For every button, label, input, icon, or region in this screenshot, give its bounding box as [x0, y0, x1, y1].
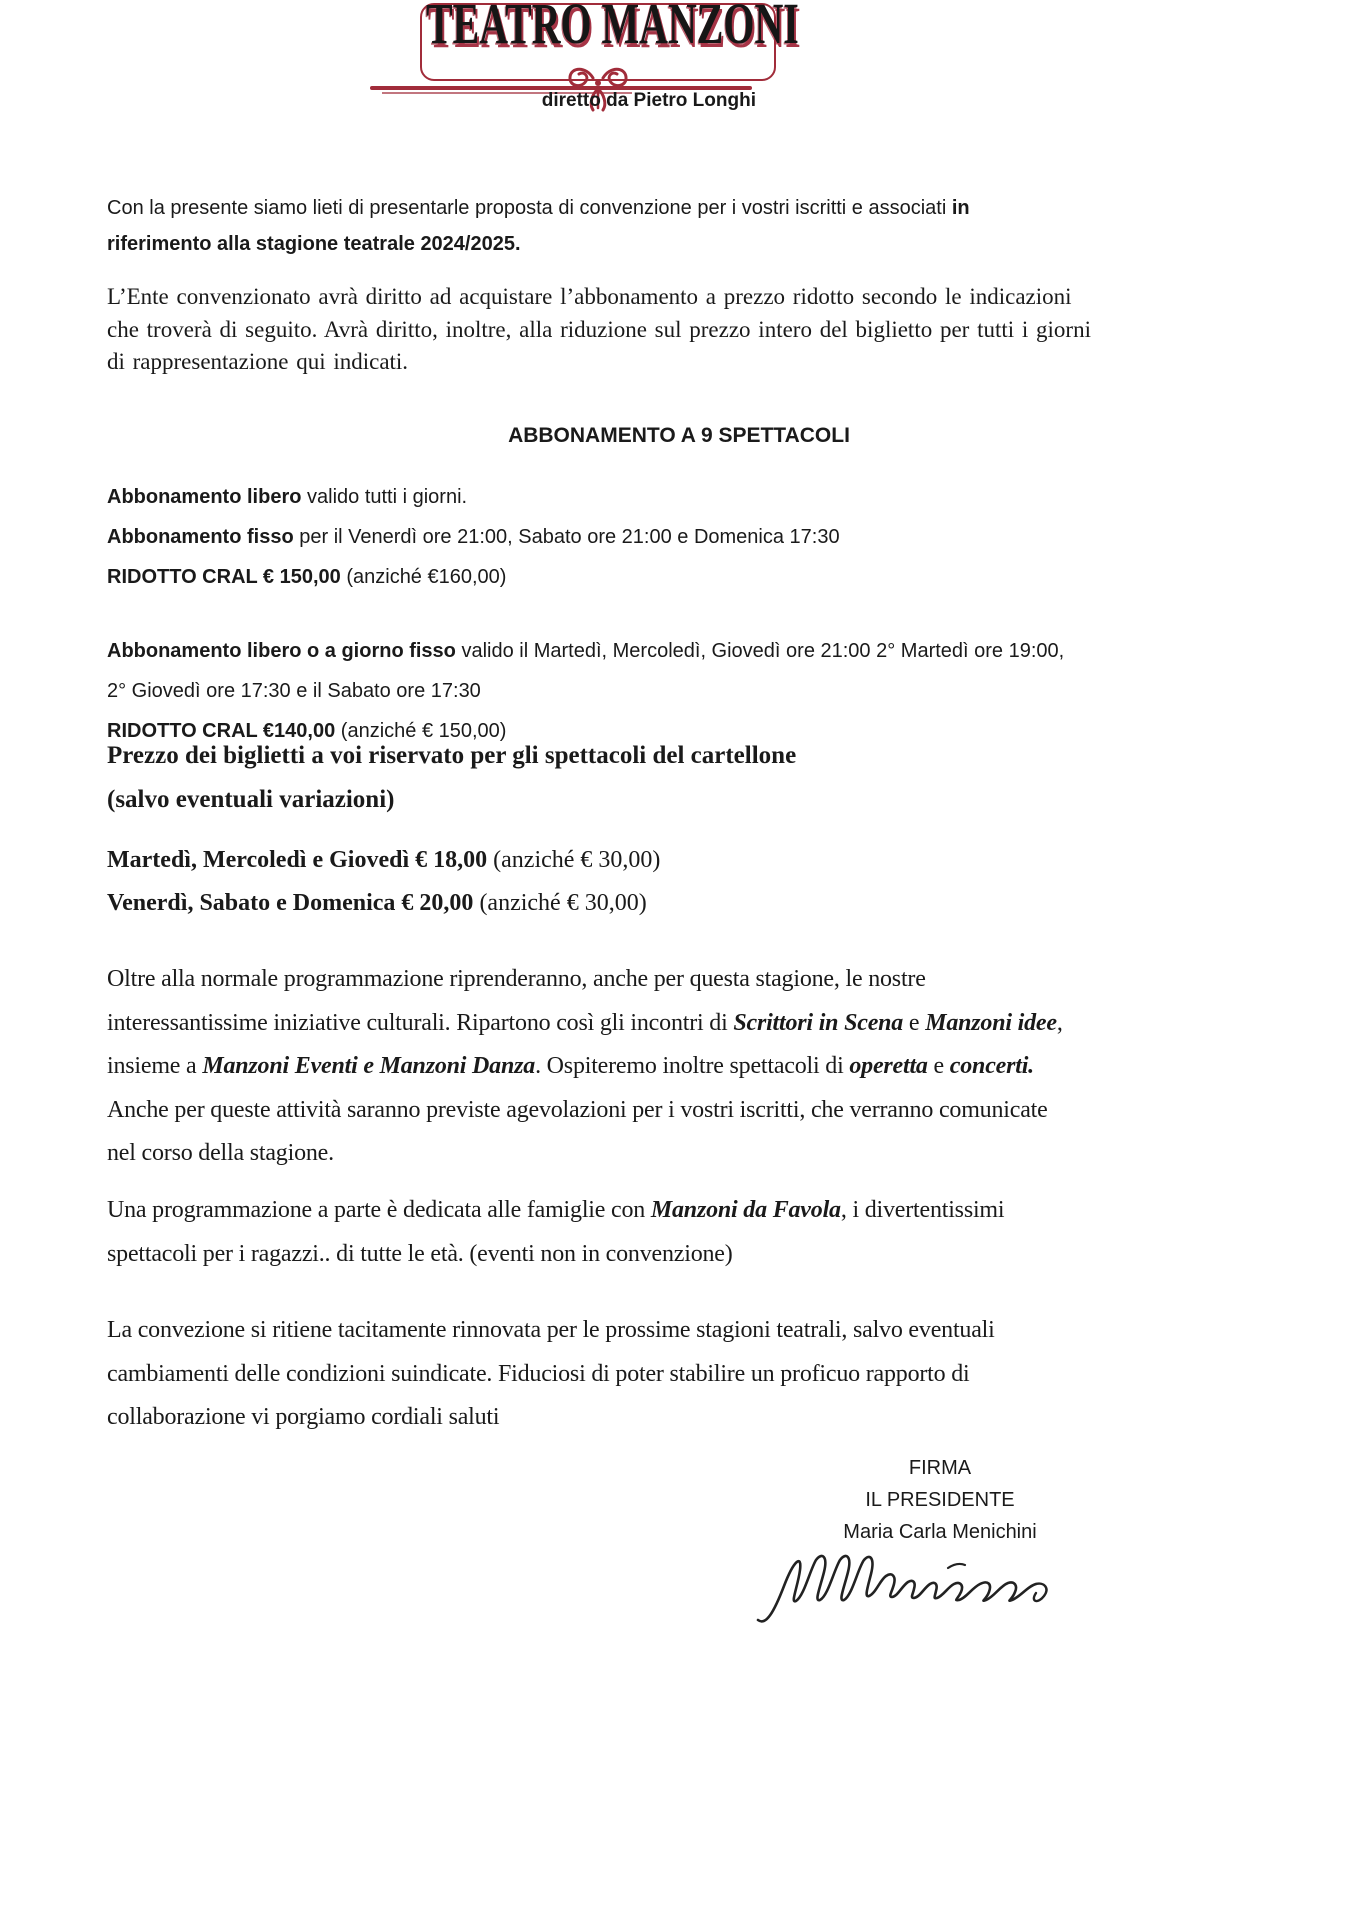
line-abbonamento-fisso: Abbonamento fisso per il Venerdì ore 21:00, Sabato ore 21:00 e Domenica 17:30: [107, 526, 840, 548]
logo-wordmark: TEATRO MANZONI: [426, 0, 799, 57]
logo-subtitle: diretto da Pietro Longhi: [541, 90, 756, 111]
president-role: IL PRESIDENTE: [865, 1489, 1015, 1511]
iniziative-line-2: interessantissime iniziative culturali. Ripartono così gli incontri di Scrittori in Scena e Manzoni idee,: [107, 1009, 1063, 1036]
chiusura-line-3: collaborazione vi porgiamo cordiali saluti: [107, 1404, 500, 1430]
iniziative-paragraph: [107, 958, 1063, 1176]
ente-line-2: che troverà di seguito. Avrà diritto, inoltre, alla riduzione sul prezzo intero del biglietto per tutti i giorni: [107, 316, 1091, 342]
price-rows: [107, 839, 660, 925]
intro-line-1: Con la presente siamo lieti di presentarle proposta di convenzione per i vostri iscritti e associati in: [107, 197, 970, 219]
line-ridotto-cral-150: RIDOTTO CRAL € 150,00 (anziché €160,00): [107, 566, 507, 588]
iniziative-line-5: nel corso della stagione.: [107, 1140, 334, 1166]
line-abbonamento-giorno-fisso: Abbonamento libero o a giorno fisso valido il Martedì, Mercoledì, Giovedì ore 21:00 2° Martedì ore 19:00,: [107, 640, 1065, 662]
price-row-weekend: Venerdì, Sabato e Domenica € 20,00 (anziché € 30,00): [107, 890, 647, 916]
firma-label: FIRMA: [908, 1457, 972, 1479]
intro-line-2: riferimento alla stagione teatrale 2024/2025.: [107, 233, 521, 255]
ente-line-1: L’Ente convenzionato avrà diritto ad acquistare l’abbonamento a prezzo ridotto secondo le indicazioni: [107, 284, 1072, 309]
abbonamento-group-2: [107, 631, 1064, 751]
iniziative-line-3: insieme a Manzoni Eventi e Manzoni Danza. Ospiteremo inoltre spettacoli di operetta e concerti.: [107, 1053, 1034, 1079]
famiglie-paragraph: [107, 1189, 1004, 1276]
president-name: Maria Carla Menichini: [843, 1521, 1037, 1543]
price-row-weekday: Martedì, Mercoledì e Giovedì € 18,00 (anziché € 30,00): [107, 847, 661, 873]
ente-paragraph: [107, 281, 1091, 379]
section-heading: ABBONAMENTO A 9 SPETTACOLI: [508, 424, 850, 447]
teatro-manzoni-logo: [420, 0, 799, 118]
prezzo-title: Prezzo dei biglietti a voi riservato per gli spettacoli del cartellone: [107, 742, 797, 769]
famiglie-line-1: Una programmazione a parte è dedicata alle famiglie con Manzoni da Favola, i divertentissimi: [107, 1197, 1005, 1223]
ente-line-3: di rappresentazione qui indicati.: [107, 349, 409, 374]
prezzo-subtitle: (salvo eventuali variazioni): [107, 786, 395, 813]
abbonamento-group-1: [107, 477, 840, 597]
famiglie-line-2: spettacoli per i ragazzi.. di tutte le età. (eventi non in convenzione): [107, 1240, 733, 1267]
handwritten-signature: [752, 1538, 1072, 1643]
iniziative-line-4: Anche per queste attività saranno previste agevolazioni per i vostri iscritti, che verranno comunicate: [107, 1096, 1048, 1123]
signature-block: [820, 1452, 1060, 1548]
line-abbonamento-libero: Abbonamento libero valido tutti i giorni.: [107, 486, 468, 508]
chiusura-line-1: La convezione si ritiene tacitamente rinnovata per le prossime stagioni teatrali, salvo eventuali: [107, 1317, 995, 1343]
chiusura-line-2: cambiamenti delle condizioni suindicate. Fiduciosi di poter stabilire un proficuo rapporto di: [107, 1360, 970, 1387]
line-ridotto-cral-140: RIDOTTO CRAL €140,00 (anziché € 150,00): [107, 720, 507, 742]
intro-paragraph: [107, 190, 970, 262]
line-abbonamento-giorno-fisso-2: 2° Giovedì ore 17:30 e il Sabato ore 17:30: [107, 680, 481, 702]
chiusura-paragraph: [107, 1309, 995, 1440]
iniziative-line-1: Oltre alla normale programmazione riprenderanno, anche per questa stagione, le nostre: [107, 966, 926, 992]
